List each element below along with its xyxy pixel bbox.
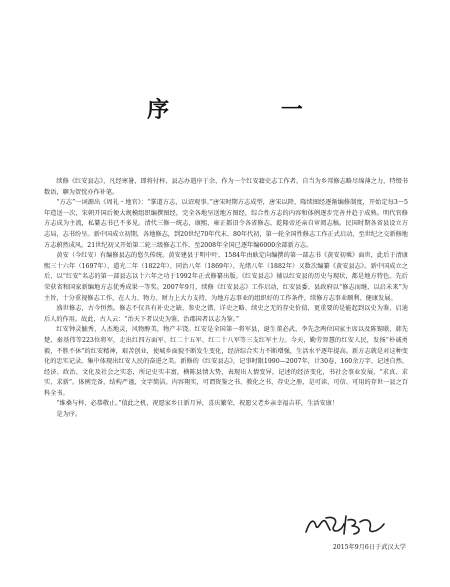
paragraph: 盛世修志，古今恒然。修志不仅具有补史之缺、参史之错、详史之略、续史之无的存史价值，更重要的是能起到以史为鉴、启迪后人的作用。故此，古人云：“治天下者以史为鉴，治郡国者以志为鉴。” xyxy=(44,305,408,323)
paragraph: 续修《红安县志》，凡经寒暑，即将付梓，县志办遣序于余，作为一个红安籍史志工作者，自当为乡邦修志略尽绵薄之力，特缀书数语，聊为贺忱亦作补笔。 xyxy=(44,178,408,196)
handwritten-signature xyxy=(300,512,392,538)
paragraph: “维桑与梓，必恭敬止。”值此之机，祝愿家乡日新月异，喜庆繁荣，祝愿父老乡亲幸福吉祥，生活安康！ xyxy=(56,400,339,408)
paragraph: 黄安（今红安）有编修县志的悠久传统。黄安建县于明中叶，1584年由耿定向编撰的第一部志书《黄安初乘》面世，此后于清康熙三十六年（1697年）、道光二年（1822年）、同治八年（1869年）、光绪八年（1882年）又数次编纂《黄安县志》。新中国成立之后，以“红安”名志的第一部县志以十六年之功于1992年正式修纂出版。《红安县志》辅以红安县的历史与现状，都是地方特色。先后荣获省和国家新编地方志优秀成果一等奖。2007年9月，续修《红安县志》工作启动，红安县委、县政府以“修志而继、以启未来”为主旨，十分重视修志工作，在人力、物力、财力上大力支持，为地方志事业的组织好的工作条件，续修方志事业顺利、健康发展。 xyxy=(44,252,408,302)
preface-body xyxy=(44,177,408,421)
paragraph: 红安钟灵毓秀，人杰地灵，风物醇美，物产丰饶。红安是全国第一将军县，诞生董必武、李先念两位国家主席以及陈锡联、韩先楚、秦基伟等223位将军，走出红四方面军、红二十五军、红二十八军等三支红军主力。今天，勤劳智慧的红安人民，发扬“朴诚勇毅，不胜不休”的红安精神，艰苦创业，使城乡面貌不断发生变化，经济综合实力不断增强，生活水平逐年提高。新方志就是对这种变化的忠实记录。集中体现出红安人民的奋进之美。新修的《红安县志》，记事时限1990—2007年，计30卷，160余万字，记述自然、经济、政治、文化及社会之实态，所记史实丰富，横陈县情大势，表现出人情变异，记述的经济变化，书社会事业发展，“求真、求实、求新”。体例完备，结构严谨，文字简洁。内容翔实，可谓资鉴之书、教化之书、存史之册，是可读、可信、可用的存世一县之百科全书。 xyxy=(44,326,408,397)
paragraph: 是为序。 xyxy=(56,411,82,419)
page-title: 序 一 xyxy=(147,98,355,123)
date-line: 2015年9月6日于武汉大学 xyxy=(332,544,406,551)
paragraph: “方志”一词源出《周礼・地官》：“掌道方志，以诏观事。”唐宋时期方志成型，唐宋以降，隆续图经逐渐编修制度，开始定每3～5年造送一次，宋朝开国后便大规模组织编撰图经，完全各地呈送地方图经，综合性方志的内容和体例逐步完善并趋于成熟。明代官修方志成为主流，私纂志书已不多见。清代三修一统志，康熙、雍正都诏令各省修志，乾隆帝还亲自审阅志稿。民国时期各省县设立方志局，志书纷呈。新中国成立初期，各地修志，到20世纪70年代末、80年代初，第一轮全国性修志工作正式启动，至世纪之交新修地方志蔚然成风。21世纪初又开始第二轮三级修志工作，至2008年全国已逐年编6000余部新方志。 xyxy=(44,199,408,249)
